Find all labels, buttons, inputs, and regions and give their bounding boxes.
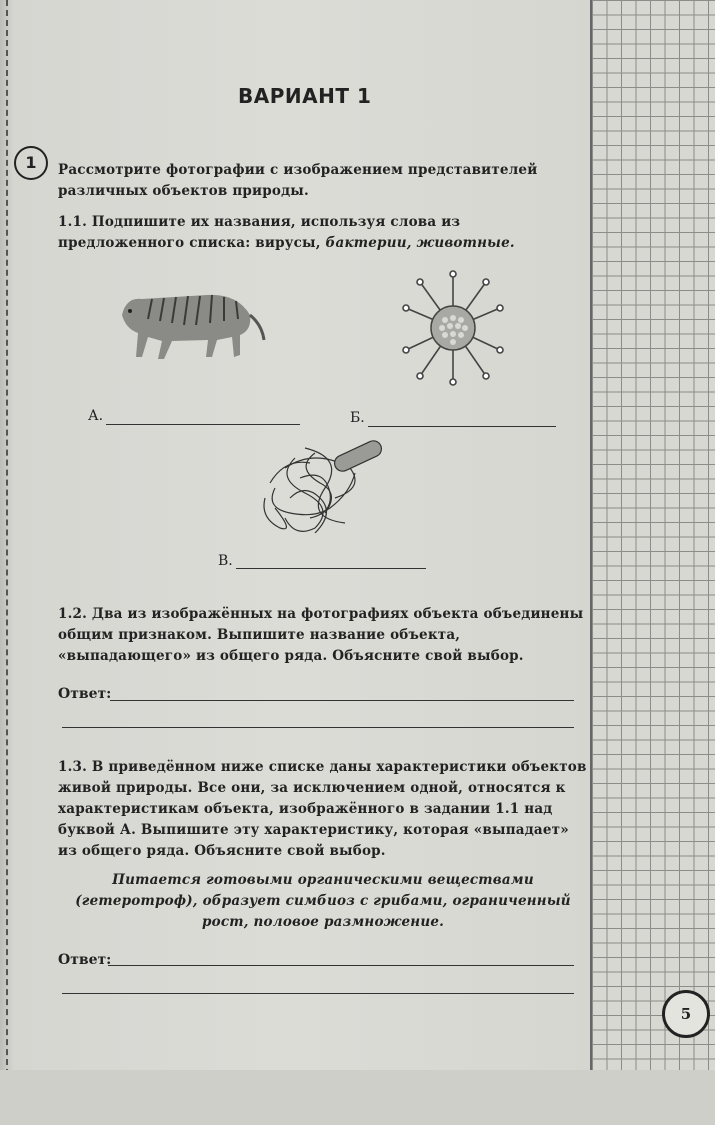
answer-line-1-2-b[interactable] (62, 727, 574, 728)
label-a: А. (88, 408, 104, 424)
answer-line-1-3-a[interactable] (108, 965, 574, 966)
page-bottom-edge (0, 1070, 715, 1125)
grid-margin (590, 0, 715, 1070)
answer-line-a[interactable] (106, 424, 300, 425)
page-number: 5 (662, 990, 710, 1038)
answer-label-1-2: Ответ: (58, 686, 112, 702)
answer-line-b[interactable] (368, 426, 556, 427)
cut-line (6, 0, 8, 1125)
variant-title: ВАРИАНТ 1 (238, 84, 372, 108)
tiger-picture (112, 285, 272, 365)
task-intro: Рассмотрите фотографии с изображением представителей различных объектов природы. (58, 162, 538, 199)
label-b: Б. (350, 410, 365, 426)
virus-picture (398, 268, 508, 388)
answer-line-1-2-a[interactable] (110, 700, 574, 701)
question-1-1-italic: бактерии, животные. (325, 235, 515, 251)
question-1-1-text: 1.1. Подпишите их названия, используя слова из предложенного списка: вирусы, (58, 214, 461, 251)
question-1-1 (58, 212, 588, 254)
answer-label-1-3: Ответ: (58, 952, 112, 968)
question-1-2: 1.2. Два из изображённых на фотографиях объекта объединены общим признаком. Выпишите название объекта, «выпадающего» из общего ряда. Объясните свой выбор. (58, 606, 584, 664)
characteristics-list: Питается готовыми органическими веществами (гетеротроф), образует симбиоз с грибами, ограниченный рост, половое размножение. (75, 872, 571, 930)
question-1-3: 1.3. В приведённом ниже списке даны характеристики объектов живой природы. Все они, за исключением одной, относятся к характеристикам объекта, изображённого в задании 1.1 над буквой А. Выпишите эту характеристику, которая «выпадает» из общего ряда. Объясните свой выбор. (58, 759, 587, 859)
label-v: В. (218, 553, 233, 569)
answer-line-v[interactable] (236, 568, 426, 569)
answer-line-1-3-b[interactable] (62, 993, 574, 994)
task-number-badge: 1 (14, 146, 48, 180)
bacterium-picture (255, 438, 390, 538)
